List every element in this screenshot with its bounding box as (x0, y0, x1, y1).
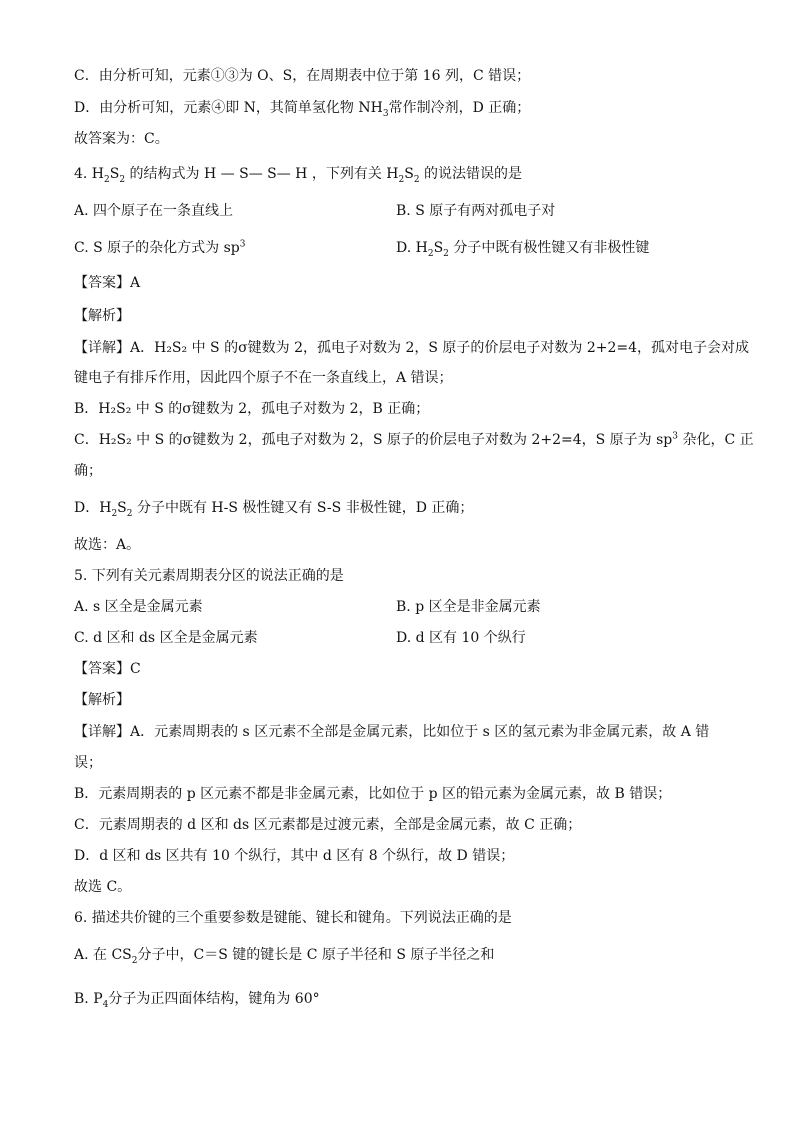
q4-detail-line-1: 【详解】A．H₂S₂ 中 S 的σ键数为 2，孤电子对数为 2，S 原子的价层电子对数为 2+2=4，孤对电子会对成 (74, 340, 750, 356)
q5-option-d: D. d 区有 10 个纵行 (396, 630, 526, 646)
q4-answer: 【答案】A (74, 275, 141, 291)
q4-option-a: A. 四个原子在一条直线上 (74, 203, 234, 219)
q4-conclusion: 故选：A。 (74, 537, 141, 553)
q6-stem: 6. 描述共价键的三个重要参数是键能、键长和键角。下列说法正确的是 (74, 910, 512, 926)
q4-stem: 4. $H_2S_2$ 的结构式为 H — S— S— H ，下列有关 $H_2S_2$ 的说法错误的是 (74, 166, 523, 185)
q4-option-d: D. $H_2S_2$ 分子中既有极性键又有非极性键 (396, 240, 650, 259)
q4-analysis-tag: 【解析】 (74, 308, 130, 324)
q5-stem: 5. 下列有关元素周期表分区的说法正确的是 (74, 568, 344, 584)
q4-detail-line-4: C．H₂S₂ 中 S 的σ键数为 2，孤电子对数为 2，S 原子的价层电子对数为 2+2=4，S 原子为 $sp^3$ 杂化，C 正 (74, 431, 754, 448)
q4-option-c: C. S 原子的杂化方式为 $sp^3$ (74, 239, 246, 256)
q5-detail-line-4: C．元素周期表的 d 区和 ds 区元素都是过渡元素，全部是金属元素，故 C 正确； (74, 817, 582, 833)
q5-detail-line-5: D．d 区和 ds 区共有 10 个纵行，其中 d 区有 8 个纵行，故 D 错误； (74, 848, 515, 864)
q6-option-b: B. $P_4$分子为正四面体结构，键角为 60° (74, 991, 320, 1010)
q5-analysis-tag: 【解析】 (74, 692, 130, 708)
q5-option-b: B. p 区全是非金属元素 (396, 599, 541, 615)
line-prev-c: C．由分析可知，元素①③为 O、S，在周期表中位于第 16 列，C 错误； (74, 68, 531, 84)
q5-detail-line-3: B．元素周期表的 p 区元素不都是非金属元素，比如位于 p 区的铅元素为金属元素，故 B 错误； (74, 786, 672, 802)
line-prev-d: D．由分析可知，元素④即 N，其简单氢化物 $NH_3$常作制冷剂，D 正确； (74, 100, 531, 119)
q5-option-c: C. d 区和 ds 区全是金属元素 (74, 630, 258, 646)
line-prev-answer: 故答案为：C。 (74, 131, 169, 147)
q5-option-a: A. s 区全是金属元素 (74, 599, 203, 615)
q6-option-a: A. 在 $CS_2$分子中，C＝S 键的键长是 C 原子半径和 S 原子半径之和 (74, 947, 495, 966)
q4-option-b: B. S 原子有两对孤电子对 (396, 203, 556, 219)
q4-detail-line-5: 确； (74, 463, 102, 479)
q5-answer: 【答案】C (74, 661, 141, 677)
q5-conclusion: 故选 C。 (74, 879, 132, 895)
q4-detail-line-2: 键电子有排斥作用，因此四个原子不在一条直线上，A 错误； (74, 370, 453, 386)
q5-detail-line-2: 误； (74, 755, 102, 771)
q4-detail-line-3: B．H₂S₂ 中 S 的σ键数为 2，孤电子对数为 2，B 正确； (74, 401, 430, 417)
q4-detail-line-6: D．$H_2S_2$ 分子中既有 H-S 极性键又有 S-S 非极性键，D 正确； (74, 500, 474, 519)
q5-detail-line-1: 【详解】A．元素周期表的 s 区元素不全部是金属元素，比如位于 s 区的氢元素为非金属元素，故 A 错 (74, 724, 710, 740)
